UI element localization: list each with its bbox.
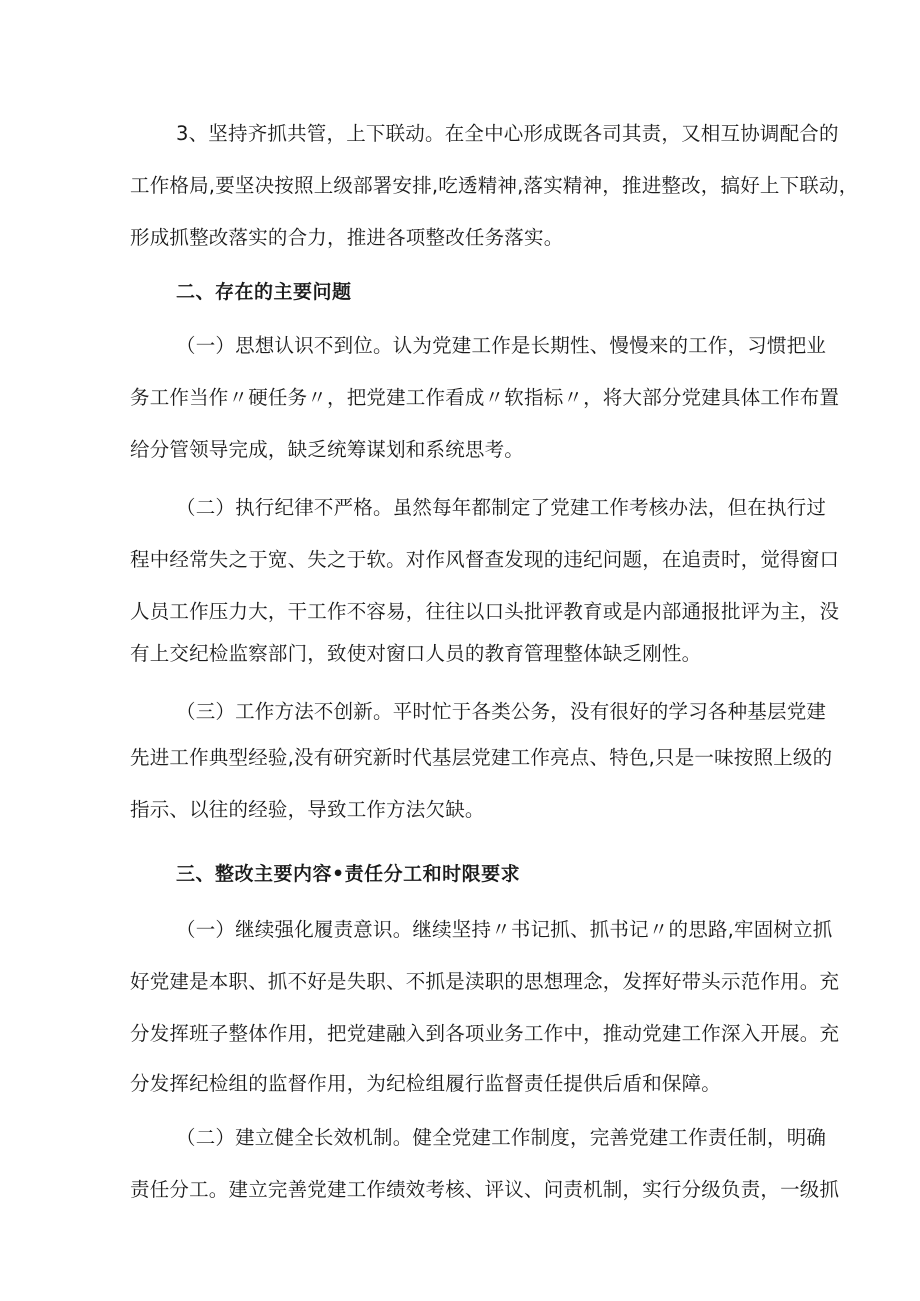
text-line: 人员工作压力大，干工作不容易，往往以口头批评教育或是内部通报批评为主，没 [130, 600, 840, 623]
text-line: 务工作当作〃硬任务〃，把党建工作看成〃软指标〃，将大部分党建具体工作布置 [130, 386, 840, 409]
text-line: 指示、以往的经验，导致工作方法欠缺。 [130, 798, 485, 821]
text-line: 程中经常失之于宽、失之于软。对作风督查发现的违纪问题，在追责时，觉得窗口 [130, 548, 840, 571]
text-line: （二）执行纪律不严格。虽然每年都制定了党建工作考核办法，但在执行过 [176, 496, 827, 519]
text-line: 责任分工。建立完善党建工作绩效考核、评议、问责机制，实行分级负责，一级抓 [130, 1178, 840, 1201]
text-line: 分发挥纪检组的监督作用，为纪检组履行监督责任提供后盾和保障。 [130, 1072, 722, 1095]
text-line: 工作格局,要坚决按照上级部署安排,吃透精神,落实精神，推进整改，搞好上下联动， [130, 174, 859, 197]
text-line: 3、坚持齐抓共管，上下联动。在全中心形成既各司其责，又相互协调配合的 [176, 122, 839, 145]
text-line: （三）工作方法不创新。平时忙于各类公务，没有很好的学习各种基层党建 [176, 700, 827, 723]
text-line: （一）继续强化履责意识。继续坚持〃书记抓、抓书记〃的思路,牢固树立抓 [176, 918, 833, 941]
text-line: 给分管领导完成，缺乏统筹谋划和系统思考。 [130, 438, 525, 461]
section-heading-main-problems: 二、存在的主要问题 [176, 281, 352, 303]
section-heading-rectification: 三、整改主要内容•责任分工和时限要求 [176, 863, 521, 885]
text-line: 形成抓整改落实的合力，推进各项整改任务落实。 [130, 226, 564, 249]
text-line: （一）思想认识不到位。认为党建工作是长期性、慢慢来的工作，习惯把业 [176, 334, 827, 357]
text-line: 分发挥班子整体作用，把党建融入到各项业务工作中，推动党建工作深入开展。充 [130, 1022, 840, 1045]
text-line: （二）建立健全长效机制。健全党建工作制度，完善党建工作责任制，明确 [176, 1126, 827, 1149]
text-line: 好党建是本职、抓不好是失职、不抓是渎职的思想理念，发挥好带头示范作用。充 [130, 970, 840, 993]
text-line: 先进工作典型经验,没有研究新时代基层党建工作亮点、特色,只是一味按照上级的 [130, 746, 833, 769]
text-line: 有上交纪检监察部门，致使对窗口人员的教育管理整体缺乏刚性。 [130, 642, 702, 665]
